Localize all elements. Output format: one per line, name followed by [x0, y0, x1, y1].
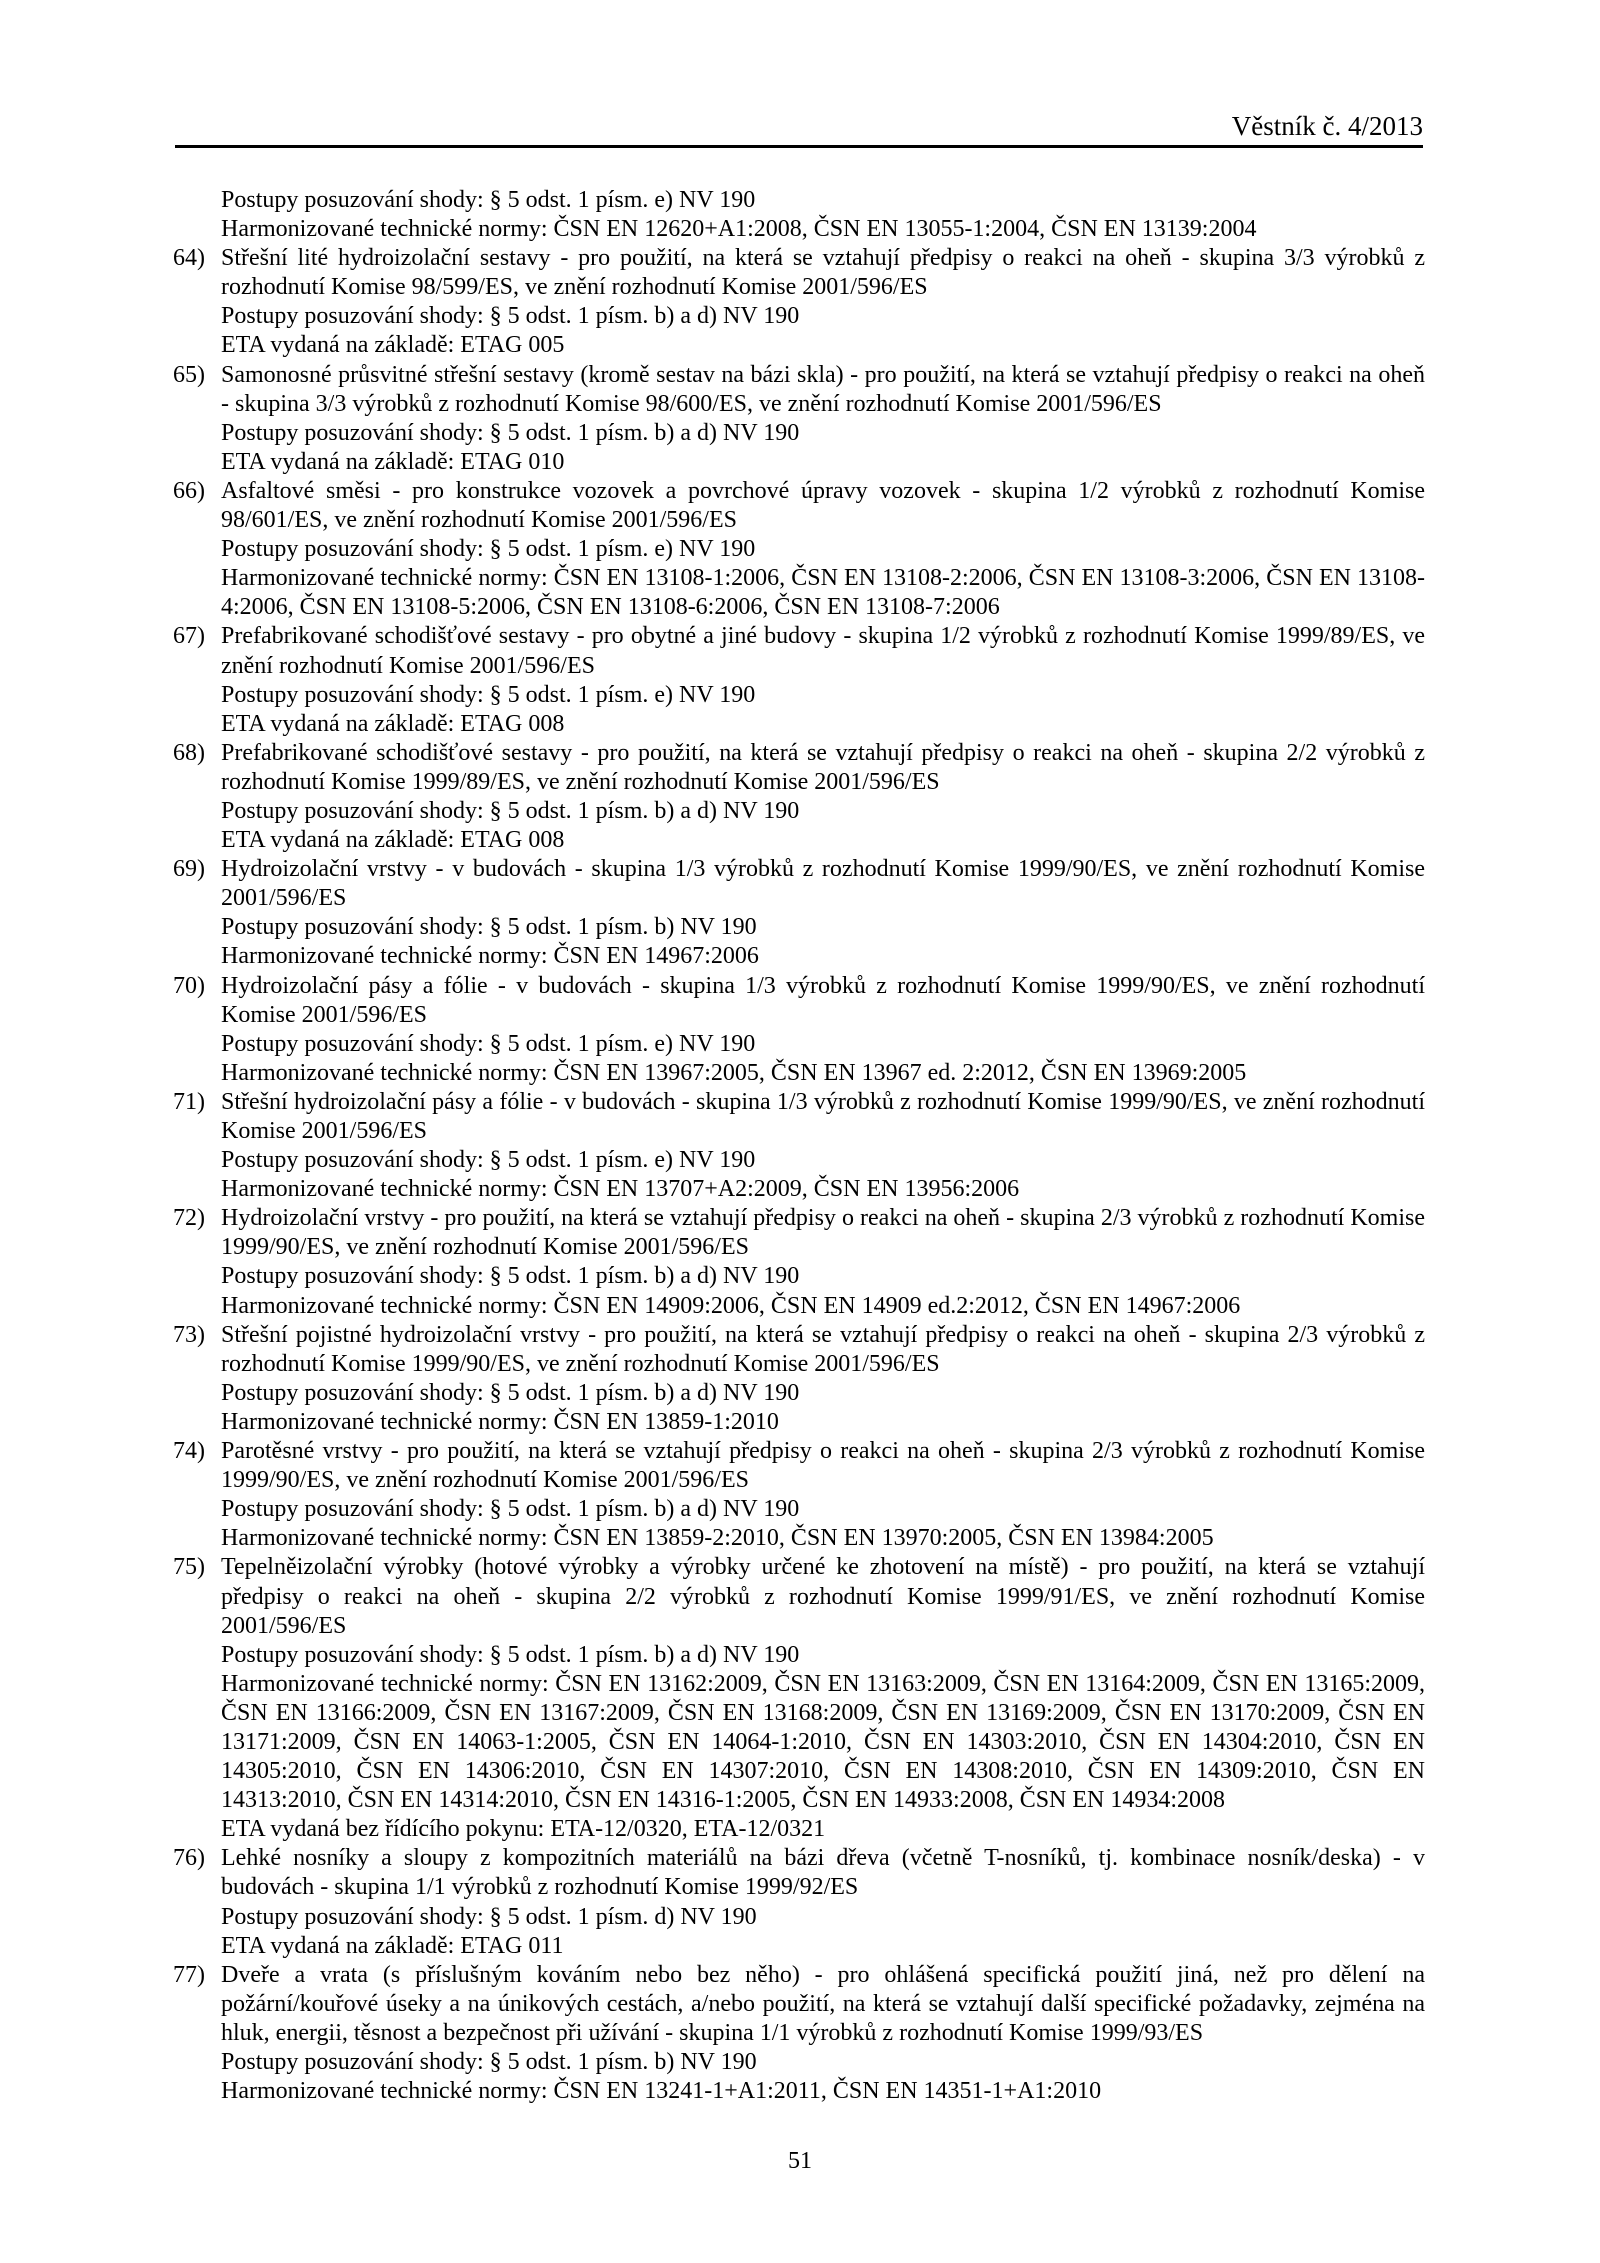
item-paragraph: Hydroizolační pásy a fólie - v budovách - skupina 1/3 výrobků z rozhodnutí Komise 1999/90/ES, ve znění rozhodnutí Komise 2001/596/ES — [221, 972, 1425, 1028]
item-body — [221, 1088, 1425, 1204]
item-paragraph: Postupy posuzování shody: § 5 odst. 1 písm. b) NV 190 — [221, 914, 757, 941]
item-number: 69) — [173, 856, 205, 883]
item-paragraph: Parotěsné vrstvy - pro použití, na která se vztahují předpisy o reakci na oheň - skupina 2/3 výrobků z rozhodnutí Komise 1999/90/ES, ve znění rozhodnutí Komise 2001/596/ES — [221, 1438, 1425, 1494]
item-paragraph: Dveře a vrata (s příslušným kováním nebo bez něho) - pro ohlášená specifická použití jiná, než pro dělení na požární/kouřové úseky a na únikových cestách, a/nebo použití, na která se vztahují další specifické požadavky, zejména na hluk, energii, těsnost a bezpečnost při užívání - skupina 1/1 výrobků z rozhodnutí Komise 1999/93/ES — [221, 1961, 1425, 2046]
item-body — [221, 361, 1425, 477]
item-body — [221, 1204, 1425, 1320]
item-number: 76) — [173, 1845, 205, 1872]
item-number: 68) — [173, 739, 205, 766]
list-item — [173, 1204, 1425, 1320]
item-paragraph: Harmonizované technické normy: ČSN EN 14909:2006, ČSN EN 14909 ed.2:2012, ČSN EN 14967:2006 — [221, 1292, 1241, 1319]
item-paragraph: Harmonizované technické normy: ČSN EN 14967:2006 — [221, 943, 759, 970]
item-number: 71) — [173, 1088, 205, 1115]
item-body — [221, 477, 1425, 622]
item-paragraph: Postupy posuzování shody: § 5 odst. 1 písm. e) NV 190 — [221, 187, 756, 213]
item-paragraph: Postupy posuzování shody: § 5 odst. 1 písm. d) NV 190 — [221, 1903, 757, 1930]
item-body — [221, 1844, 1425, 1960]
item-paragraph: Postupy posuzování shody: § 5 odst. 1 písm. b) NV 190 — [221, 2049, 757, 2075]
item-paragraph: Lehké nosníky a sloupy z kompozitních materiálů na bázi dřeva (včetně T-nosníků, tj. kombinace nosník/deska) - v budovách - skupina 1/1 výrobků z rozhodnutí Komise 1999/92/ES — [221, 1845, 1425, 1901]
list-item — [173, 1961, 1425, 2106]
list-item — [173, 622, 1425, 738]
header-rule — [175, 145, 1423, 148]
item-body — [221, 739, 1425, 855]
item-number: 77) — [173, 1961, 205, 1988]
item-paragraph: Postupy posuzování shody: § 5 odst. 1 písm. b) a d) NV 190 — [221, 1641, 800, 1668]
item-paragraph: Postupy posuzování shody: § 5 odst. 1 písm. b) a d) NV 190 — [221, 1496, 800, 1523]
item-paragraph: Postupy posuzování shody: § 5 odst. 1 písm. b) a d) NV 190 — [221, 1379, 800, 1406]
item-paragraph: Hydroizolační vrstvy - v budovách - skupina 1/3 výrobků z rozhodnutí Komise 1999/90/ES, ve znění rozhodnutí Komise 2001/596/ES — [221, 856, 1425, 912]
item-paragraph: Střešní hydroizolační pásy a fólie - v budovách - skupina 1/3 výrobků z rozhodnutí Komise 1999/90/ES, ve znění rozhodnutí Komise 2001/596/ES — [221, 1088, 1425, 1144]
item-body — [221, 972, 1425, 1088]
item-body — [221, 622, 1425, 738]
item-paragraph: ETA vydaná na základě: ETAG 005 — [221, 332, 565, 359]
item-paragraph: Harmonizované technické normy: ČSN EN 12620+A1:2008, ČSN EN 13055-1:2004, ČSN EN 13139:2004 — [221, 216, 1257, 243]
item-paragraph: Asfaltové směsi - pro konstrukce vozovek a povrchové úpravy vozovek - skupina 1/2 výrobků z rozhodnutí Komise 98/601/ES, ve znění rozhodnutí Komise 2001/596/ES — [221, 477, 1425, 534]
item-paragraph: Střešní pojistné hydroizolační vrstvy - pro použití, na která se vztahují předpisy o reakci na oheň - skupina 2/3 výrobků z rozhodnutí Komise 1999/90/ES, ve znění rozhodnutí Komise 2001/596/ES — [221, 1321, 1425, 1377]
item-paragraph: Postupy posuzování shody: § 5 odst. 1 písm. b) a d) NV 190 — [221, 797, 800, 824]
list-item — [173, 186, 1425, 244]
item-number: 70) — [173, 972, 205, 999]
list-item — [173, 1437, 1425, 1553]
items-list — [173, 186, 1425, 2106]
list-item — [173, 1844, 1425, 1960]
item-paragraph: ETA vydaná bez řídícího pokynu: ETA-12/0320, ETA-12/0321 — [221, 1816, 826, 1843]
list-item — [173, 855, 1425, 971]
item-paragraph: Postupy posuzování shody: § 5 odst. 1 písm. b) a d) NV 190 — [221, 1263, 800, 1290]
item-paragraph: Prefabrikované schodišťové sestavy - pro obytné a jiné budovy - skupina 1/2 výrobků z rozhodnutí Komise 1999/89/ES, ve znění rozhodnutí Komise 2001/596/ES — [221, 623, 1425, 679]
item-paragraph: Postupy posuzování shody: § 5 odst. 1 písm. b) a d) NV 190 — [221, 303, 800, 330]
item-number: 66) — [173, 477, 205, 504]
item-paragraph: ETA vydaná na základě: ETAG 008 — [221, 710, 565, 737]
page-header — [175, 111, 1423, 142]
item-body — [221, 186, 1425, 244]
item-number: 64) — [173, 245, 205, 272]
list-item — [173, 361, 1425, 477]
item-number: 72) — [173, 1205, 205, 1232]
list-item — [173, 1553, 1425, 1844]
item-paragraph: Harmonizované technické normy: ČSN EN 13859-2:2010, ČSN EN 13970:2005, ČSN EN 13984:2005 — [221, 1525, 1214, 1552]
list-item — [173, 477, 1425, 622]
journal-title: Věstník č. 4/2013 — [1231, 111, 1423, 141]
item-paragraph: Harmonizované technické normy: ČSN EN 13162:2009, ČSN EN 13163:2009, ČSN EN 13164:2009, ČSN EN 13165:2009, ČSN EN 13166:2009, ČSN EN 13167:2009, ČSN EN 13168:2009, ČSN EN 13169:2009, ČSN EN 13170:2009, ČSN EN 13171:2009, ČSN EN 14063-1:2005, ČSN EN 14064-1:2010, ČSN EN 14303:2010, ČSN EN 14304:2010, ČSN EN 14305:2010, ČSN EN 14306:2010, ČSN EN 14307:2010, ČSN EN 14308:2010, ČSN EN 14309:2010, ČSN EN 14313:2010, ČSN EN 14314:2010, ČSN EN 14316-1:2005, ČSN EN 14933:2008, ČSN EN 14934:2008 — [221, 1670, 1425, 1814]
item-paragraph: Postupy posuzování shody: § 5 odst. 1 písm. e) NV 190 — [221, 536, 756, 563]
item-paragraph: Harmonizované technické normy: ČSN EN 13859-1:2010 — [221, 1408, 779, 1435]
list-item — [173, 1321, 1425, 1437]
item-number: 75) — [173, 1554, 205, 1581]
list-item — [173, 739, 1425, 855]
item-paragraph: ETA vydaná na základě: ETAG 011 — [221, 1932, 564, 1959]
item-number: 67) — [173, 623, 205, 650]
item-paragraph: Harmonizované technické normy: ČSN EN 13241-1+A1:2011, ČSN EN 14351-1+A1:2010 — [221, 2078, 1102, 2105]
item-body — [221, 244, 1425, 360]
list-item — [173, 244, 1425, 360]
item-paragraph: Samonosné průsvitné střešní sestavy (kromě sestav na bázi skla) - pro použití, na která se vztahují předpisy o reakci na oheň - skupina 3/3 výrobků z rozhodnutí Komise 98/600/ES, ve znění rozhodnutí Komise 2001/596/ES — [221, 361, 1425, 417]
item-body — [221, 1321, 1425, 1437]
item-paragraph: Postupy posuzování shody: § 5 odst. 1 písm. e) NV 190 — [221, 681, 756, 708]
list-item — [173, 972, 1425, 1088]
item-body — [221, 1553, 1425, 1844]
item-paragraph: Harmonizované technické normy: ČSN EN 13967:2005, ČSN EN 13967 ed. 2:2012, ČSN EN 13969:2005 — [221, 1059, 1247, 1086]
item-paragraph: Postupy posuzování shody: § 5 odst. 1 písm. b) a d) NV 190 — [221, 419, 800, 446]
item-paragraph: ETA vydaná na základě: ETAG 008 — [221, 827, 565, 854]
item-body — [221, 1961, 1425, 2106]
item-paragraph: Hydroizolační vrstvy - pro použití, na která se vztahují předpisy o reakci na oheň - skupina 2/3 výrobků z rozhodnutí Komise 1999/90/ES, ve znění rozhodnutí Komise 2001/596/ES — [221, 1205, 1425, 1261]
item-number: 74) — [173, 1438, 205, 1465]
page-number: 51 — [788, 2148, 812, 2174]
page-footer — [0, 2147, 1600, 2176]
item-paragraph: Postupy posuzování shody: § 5 odst. 1 písm. e) NV 190 — [221, 1147, 756, 1174]
item-paragraph: Harmonizované technické normy: ČSN EN 13707+A2:2009, ČSN EN 13956:2006 — [221, 1176, 1020, 1203]
item-body — [221, 1437, 1425, 1553]
list-item — [173, 1088, 1425, 1204]
item-number: 65) — [173, 361, 205, 388]
item-paragraph: Střešní lité hydroizolační sestavy - pro použití, na která se vztahují předpisy o reakci na oheň - skupina 3/3 výrobků z rozhodnutí Komise 98/599/ES, ve znění rozhodnutí Komise 2001/596/ES — [221, 245, 1425, 301]
item-number: 73) — [173, 1321, 205, 1348]
item-body — [221, 855, 1425, 971]
item-paragraph: Postupy posuzování shody: § 5 odst. 1 písm. e) NV 190 — [221, 1030, 756, 1057]
item-paragraph: Prefabrikované schodišťové sestavy - pro použití, na která se vztahují předpisy o reakci na oheň - skupina 2/2 výrobků z rozhodnutí Komise 1999/89/ES, ve znění rozhodnutí Komise 2001/596/ES — [221, 739, 1425, 795]
item-paragraph: ETA vydaná na základě: ETAG 010 — [221, 448, 565, 475]
item-paragraph: Harmonizované technické normy: ČSN EN 13108-1:2006, ČSN EN 13108-2:2006, ČSN EN 13108-3:2006, ČSN EN 13108-4:2006, ČSN EN 13108-5:2006, ČSN EN 13108-6:2006, ČSN EN 13108-7:2006 — [221, 565, 1425, 621]
item-paragraph: Tepelněizolační výrobky (hotové výrobky a výrobky určené ke zhotovení na místě) - pro použití, na která se vztahují předpisy o reakci na oheň - skupina 2/2 výrobků z rozhodnutí Komise 1999/91/ES, ve znění rozhodnutí Komise 2001/596/ES — [221, 1554, 1425, 1639]
